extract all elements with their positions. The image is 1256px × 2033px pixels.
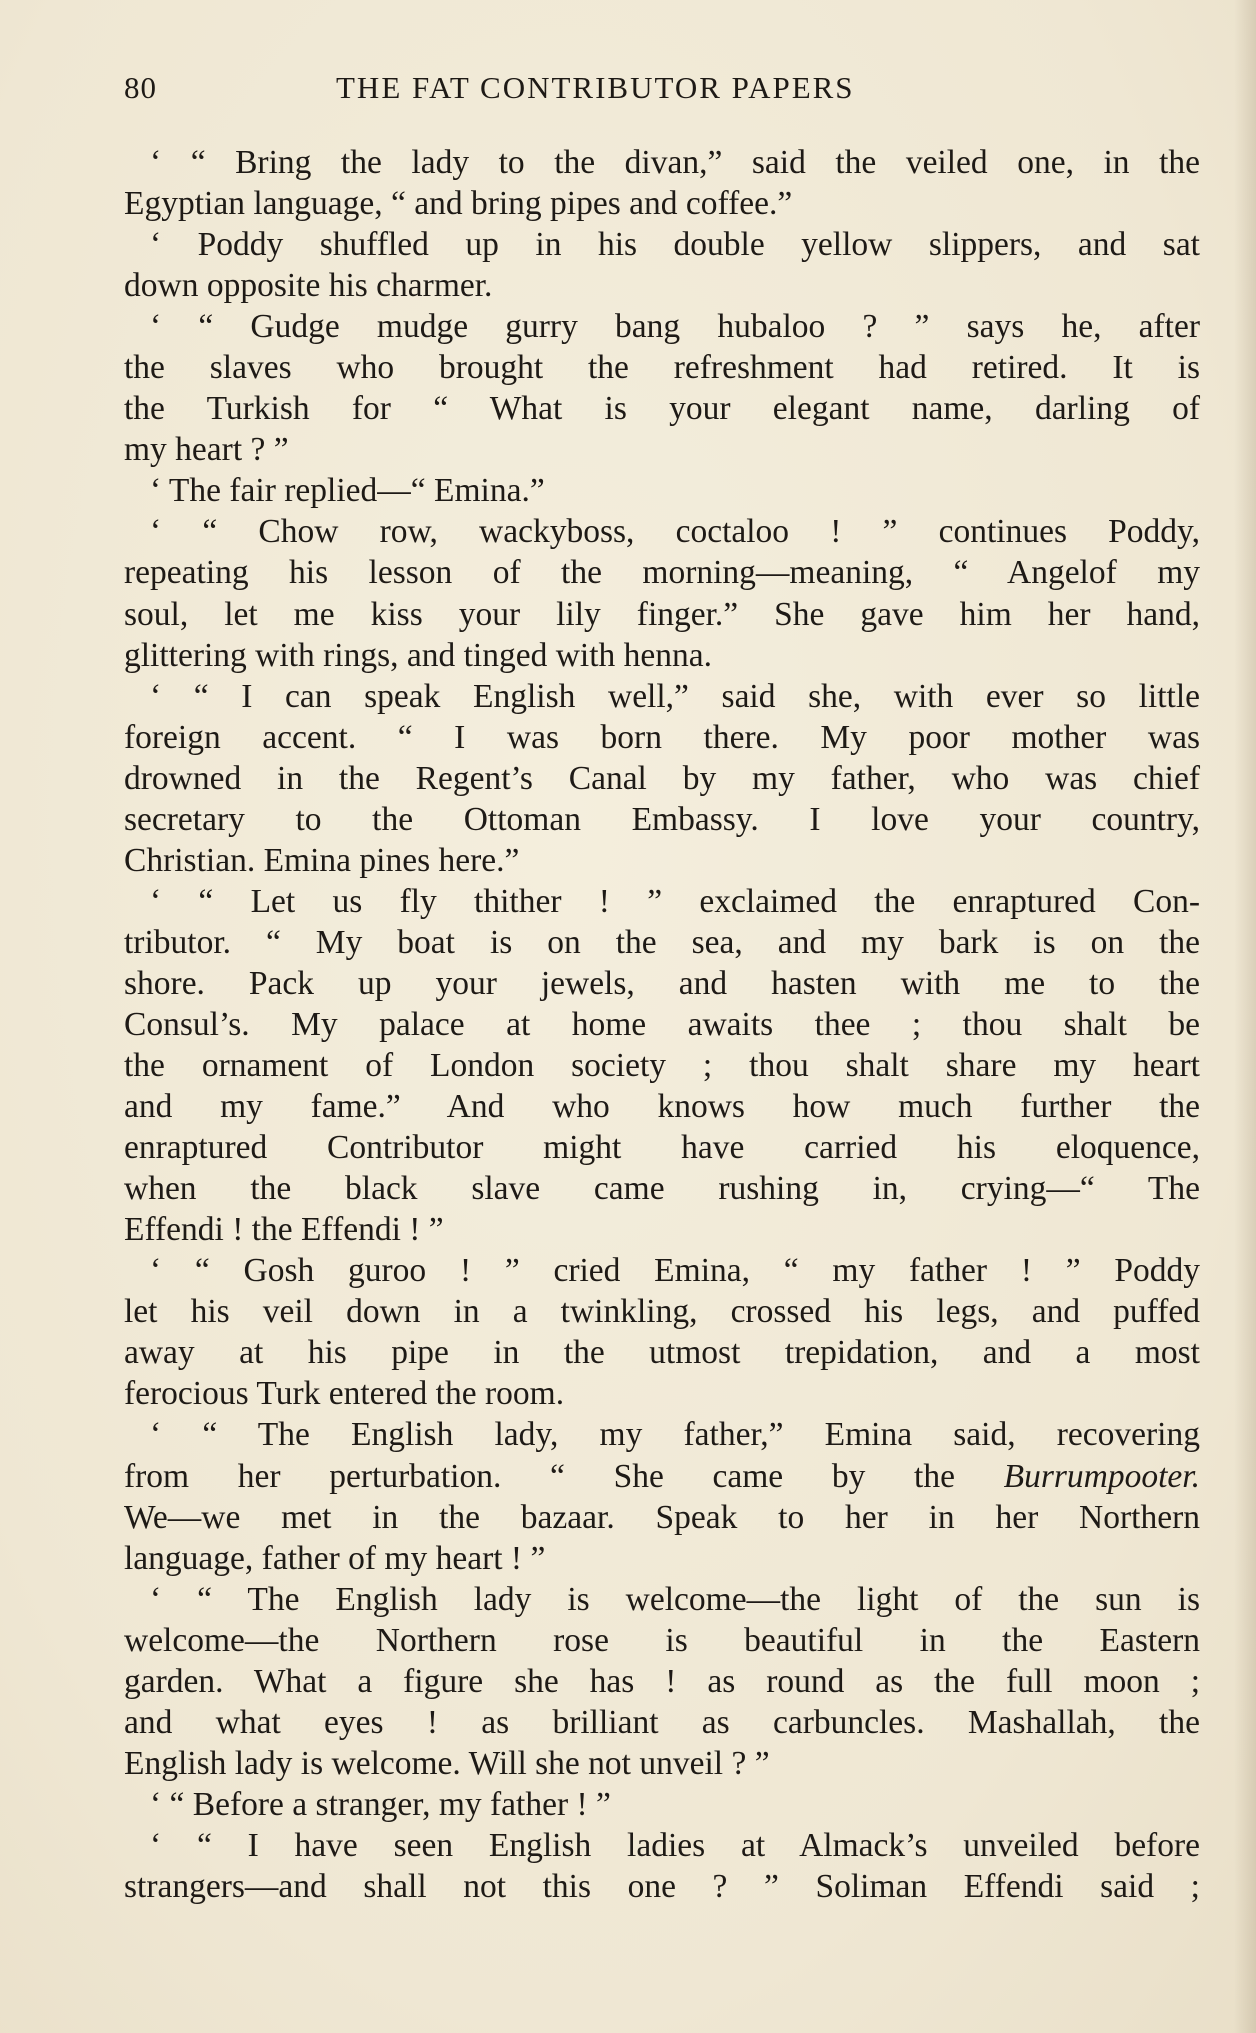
text-line: enraptured Contributor might have carried his eloquence, bbox=[124, 1129, 1200, 1167]
page-edge-shadow bbox=[1234, 0, 1256, 2033]
text-line: Effendi ! the Effendi ! ” bbox=[124, 1211, 444, 1249]
text-fragment: from her perturbation. “ She came by the bbox=[124, 1457, 1004, 1495]
text-line: ferocious Turk entered the room. bbox=[124, 1375, 565, 1413]
text-line: ‘ “ Before a stranger, my father ! ” bbox=[150, 1785, 611, 1823]
text-line: soul, let me kiss your lily finger.” She gave him her hand, bbox=[124, 595, 1200, 633]
text-line: tributor. “ My boat is on the sea, and my bark is on the bbox=[124, 923, 1200, 961]
text-line: and my fame.” And who knows how much further the bbox=[124, 1088, 1200, 1126]
text-line: Christian. Emina pines here.” bbox=[124, 841, 520, 879]
text-line: down opposite his charmer. bbox=[124, 267, 493, 305]
text-line: ‘ “ I have seen English ladies at Almack’s unveiled before bbox=[150, 1826, 1200, 1864]
text-line: ‘ “ Chow row, wackyboss, coctaloo ! ” continues Poddy, bbox=[150, 513, 1200, 551]
body-text bbox=[124, 142, 1200, 1907]
text-line: shore. Pack up your jewels, and hasten with me to the bbox=[124, 964, 1200, 1002]
italic-ship-name: Burrumpooter. bbox=[1003, 1457, 1200, 1495]
text-line: and what eyes ! as brilliant as carbuncles. Mashallah, the bbox=[124, 1703, 1200, 1741]
text-line: ‘ “ I can speak English well,” said she, with ever so little bbox=[150, 677, 1200, 715]
text-line: ‘ “ Bring the lady to the divan,” said the veiled one, in the bbox=[150, 144, 1200, 181]
page-number: 80 bbox=[124, 70, 157, 105]
text-line: Consul’s. My palace at home awaits thee ; thou shalt be bbox=[124, 1005, 1200, 1043]
text-line: ‘ Poddy shuffled up in his double yellow slippers, and sat bbox=[150, 226, 1200, 264]
text-line: secretary to the Ottoman Embassy. I love your country, bbox=[124, 800, 1200, 838]
text-line: away at his pipe in the utmost trepidation, and a most bbox=[124, 1334, 1200, 1372]
text-line: English lady is welcome. Will she not unveil ? ” bbox=[124, 1744, 770, 1782]
text-line: the ornament of London society ; thou shalt share my heart bbox=[124, 1047, 1200, 1085]
text-line: foreign accent. “ I was born there. My poor mother was bbox=[124, 718, 1200, 756]
text-line: my heart ? ” bbox=[124, 431, 289, 469]
text-line: glittering with rings, and tinged with henna. bbox=[124, 636, 713, 674]
text-line: garden. What a figure she has ! as round as the full moon ; bbox=[124, 1662, 1200, 1700]
text-line: strangers—and shall not this one ? ” Soliman Effendi said ; bbox=[124, 1867, 1200, 1905]
text-line: let his veil down in a twinkling, crossed his legs, and puffed bbox=[124, 1293, 1200, 1331]
text-line: ‘ “ The English lady, my father,” Emina said, recovering bbox=[150, 1416, 1200, 1454]
running-title: THE FAT CONTRIBUTOR PAPERS bbox=[336, 70, 855, 105]
text-line: ‘ “ The English lady is welcome—the light of the sun is bbox=[150, 1580, 1200, 1618]
text-line: repeating his lesson of the morning—meaning, “ Angelof my bbox=[124, 554, 1200, 592]
text-line: ‘ The fair replied—“ Emina.” bbox=[150, 472, 545, 510]
text-line: Egyptian language, “ and bring pipes and coffee.” bbox=[124, 185, 793, 223]
text-line: welcome—the Northern rose is beautiful in the Eastern bbox=[124, 1621, 1200, 1659]
running-header bbox=[124, 64, 1200, 114]
text-line: ‘ “ Gosh guroo ! ” cried Emina, “ my father ! ” Poddy bbox=[150, 1252, 1200, 1290]
text-line bbox=[124, 1456, 1200, 1497]
text-line: drowned in the Regent’s Canal by my father, who was chief bbox=[124, 759, 1200, 797]
text-line: when the black slave came rushing in, crying—“ The bbox=[124, 1170, 1200, 1208]
text-line: ‘ “ Gudge mudge gurry bang hubaloo ? ” says he, after bbox=[150, 308, 1200, 346]
text-line: the slaves who brought the refreshment had retired. It is bbox=[124, 349, 1200, 387]
text-line: the Turkish for “ What is your elegant name, darling of bbox=[124, 390, 1200, 428]
text-line: We—we met in the bazaar. Speak to her in her Northern bbox=[124, 1498, 1200, 1536]
text-line: ‘ “ Let us fly thither ! ” exclaimed the enraptured Con- bbox=[150, 882, 1200, 920]
text-line: language, father of my heart ! ” bbox=[124, 1539, 546, 1577]
